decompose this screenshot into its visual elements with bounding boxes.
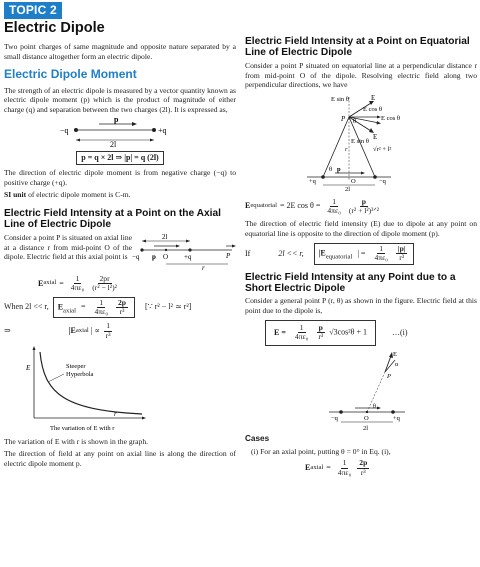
short-dipole-heading: Electric Field Intensity at any Point due to a Short Electric Dipole — [245, 271, 456, 294]
variation-paragraph: The variation of E with r is shown in the graph. — [4, 436, 149, 446]
intro-paragraph: Two point charges of same magnitude and opposite nature separated by a small distance altogether form an electric dipole. — [4, 41, 236, 61]
dipole-p-label: p — [114, 117, 119, 124]
axial-paragraph: Consider a point P is situated on axial line at a distance r from mid-point O of the dipole. Electric field at this axial point is — [4, 232, 132, 262]
fig-minusq: −q — [379, 178, 386, 185]
graph-e-label: E — [26, 363, 31, 372]
eq3-num: 1 — [106, 321, 111, 331]
axial-fig-o: O — [163, 252, 169, 261]
si-unit-line — [4, 190, 236, 200]
axial-fig-r: r — [202, 263, 205, 271]
axial-equation-2-row — [4, 297, 236, 319]
fig-p: P — [341, 115, 346, 123]
equatorial-direction-paragraph: The direction of electric field intensity (E) due to dipole at any point on equatorial line is opposite to the direction of dipole moment (p). — [245, 219, 477, 239]
eqt-den2: (r² + l²)³ᐟ² — [348, 206, 379, 216]
fig-o: O — [351, 178, 356, 185]
axial-fig-plus: +q — [184, 252, 192, 261]
eq1-num: 1 — [75, 273, 80, 283]
box-den2: r³ — [399, 253, 405, 263]
fig2-theta: θ — [373, 403, 376, 410]
graph-caption: The variation of E with r — [50, 424, 115, 432]
eqg-num2: p — [318, 322, 323, 332]
fig-theta: θ — [353, 118, 357, 125]
fig2-plusq: +q — [393, 414, 400, 422]
eqg-num: 1 — [299, 322, 304, 332]
cases-heading: Cases — [245, 434, 270, 444]
graph-r-label: r — [114, 409, 117, 418]
eq2-eq: = — [80, 302, 86, 312]
eqt-num2: p — [361, 196, 367, 206]
eqg-root: √3cos²θ + 1 — [329, 327, 367, 337]
case1-equation — [305, 459, 477, 477]
eqc-sub: axial — [310, 464, 324, 472]
case1-paragraph: (i) For an axial point, putting θ = 0° in Eq. (i), — [251, 446, 391, 456]
eq3-den: r³ — [105, 330, 111, 340]
equatorial-figure — [245, 93, 477, 191]
eqt-mid: = 2E cos θ = — [279, 201, 321, 211]
eq2-num: 1 — [99, 297, 104, 307]
equatorial-box — [314, 243, 415, 265]
fig2-2l: 2l — [363, 424, 369, 432]
topic-badge: TOPIC 2 — [4, 2, 62, 19]
if-cond: 2l << r, — [278, 248, 304, 258]
eqc-den: 4πε₀ — [337, 467, 352, 477]
dipole-figure — [4, 118, 236, 148]
eq1-sub: axial — [43, 279, 57, 287]
axial-fig-2l: 2l — [162, 232, 168, 241]
fig2-e: E — [393, 350, 397, 358]
equatorial-box-row — [245, 243, 477, 265]
general-equation-row — [265, 320, 477, 346]
eqg-den2: r³ — [318, 332, 324, 342]
box-num: 1 — [379, 243, 384, 253]
eqg-tag: …(i) — [391, 327, 408, 337]
if-text: If — [245, 248, 251, 258]
dipole-plus-label: +q — [158, 125, 167, 135]
fig-ecos2: E cos θ — [381, 115, 400, 122]
eq3-sub: axial — [75, 326, 89, 334]
left-column — [4, 0, 236, 472]
eq1-num2: 2pr — [99, 273, 110, 283]
when-text: When 2l << r, — [4, 302, 49, 312]
eqc-lhs: E — [305, 463, 311, 473]
moment-formula: p = q × 2l ⇒ |p| = q (2l) — [76, 151, 163, 165]
dipole-minus-label: −q — [60, 125, 69, 135]
eqc-den2: r³ — [360, 467, 366, 477]
box-eq: | = — [357, 248, 366, 258]
axial-intro-row — [4, 233, 236, 271]
axial-direction-paragraph: The direction of field at any point on axial line is along the direction of electric dipole moment p. — [4, 449, 236, 469]
si-unit-text: of electric dipole moment is C-m. — [28, 190, 131, 200]
short-dipole-paragraph: Consider a general point P (r, θ) as shown in the figure. Electric field at this point due to the dipole is, — [245, 296, 477, 316]
eqg-lhs: E = — [274, 327, 286, 337]
axial-fig-minus: −q — [132, 252, 140, 261]
eq1-eq: = — [59, 278, 64, 288]
box-den: 4πε₀ — [374, 253, 388, 263]
axial-figure — [132, 233, 236, 271]
fig-e-top: E — [371, 94, 376, 102]
fig-esin-mid: E sin θ — [351, 138, 369, 145]
fig2-minusq: −q — [331, 414, 338, 422]
eqc-num2: 2p — [359, 458, 368, 468]
fig-theta2: θ — [329, 166, 333, 173]
eqt-sub: equatorial — [250, 202, 277, 210]
fig-r: r — [345, 146, 348, 153]
direction-paragraph: The direction of electric dipole moment is from negative charge (−q) to positive charge (+q). — [4, 167, 236, 187]
axial-fig-P: P — [226, 251, 231, 260]
fig-pvec: p — [337, 166, 341, 173]
fig-ecos1: E cos θ — [363, 106, 382, 113]
axial-equation-2 — [53, 297, 135, 319]
eqt-den: 4πε₀ — [327, 206, 341, 216]
right-column — [245, 0, 477, 481]
moment-paragraph: The strength of an electric dipole is measured by a vector quantity known as electric dipole moment (p) which is the product of magnitude of either charge (q) and separation between the two charges (2l). It is expressed as, — [4, 85, 236, 115]
eq2-lhs: E — [57, 302, 64, 312]
box-sub: equatorial — [325, 253, 353, 261]
fig-2l: 2l — [345, 186, 351, 191]
eq3-lhs: |E — [68, 325, 76, 335]
eqt-lhs: E — [245, 201, 251, 211]
fig-plusq: +q — [309, 178, 316, 185]
eq3-rest: | ∝ — [90, 325, 100, 335]
eq2-den: 4πε₀ — [94, 306, 108, 316]
graph-hyperbola-label: Hyperbola — [66, 370, 94, 378]
graph-steeper-label: Steeper — [66, 362, 86, 370]
eq1-den: 4πε₀ — [70, 283, 85, 293]
implies-symbol: ⇒ — [4, 325, 11, 335]
eqc-num: 1 — [342, 458, 347, 468]
moment-heading: Electric Dipole Moment — [4, 67, 137, 82]
eq2-den2: r³ — [119, 306, 125, 316]
axial-fig-p: p — [152, 252, 156, 261]
fig-root: √r² + l² — [373, 146, 392, 153]
axial-equation-3-row — [4, 322, 236, 340]
dipole-sep-label: 2l — [110, 139, 117, 148]
general-equation — [265, 320, 376, 346]
eqc-eq: = — [326, 463, 331, 473]
box-num2: |p| — [397, 243, 406, 253]
short-dipole-figure — [245, 350, 477, 432]
e-vs-r-graph — [4, 344, 236, 434]
si-unit-label: SI unit — [4, 190, 27, 200]
fig2-alpha: α — [395, 361, 399, 368]
eq2-sub: axial — [63, 306, 76, 314]
axial-heading: Electric Field Intensity at a Point on the Axial Line of Electric Dipole — [4, 207, 222, 231]
eqt-num: 1 — [332, 196, 336, 206]
equatorial-heading: Electric Field Intensity at a Point on Equatorial Line of Electric Dipole — [245, 36, 470, 59]
fig2-o: O — [364, 414, 369, 422]
box-lhs: |E — [318, 248, 326, 258]
equatorial-paragraph: Consider a point P situated on equatorial line at a perpendicular distance r from mid-point O of the dipole. Resolving electric field along two perpendicular directions, we have — [245, 60, 477, 90]
eq1-den2: (r² − l²)² — [92, 283, 117, 293]
eq2-num2: 2p — [117, 297, 126, 307]
moment-formula-row — [4, 151, 236, 165]
page-title: Electric Dipole — [4, 20, 105, 37]
equatorial-equation — [245, 198, 477, 216]
axial-equation-1 — [38, 275, 236, 293]
fig2-p: P — [387, 372, 391, 380]
eq1-lhs: E — [38, 278, 44, 288]
because-text: [∵ r² − l² ≃ r²] — [145, 302, 192, 312]
fig-e-right: E — [373, 133, 378, 141]
eqg-den: 4πε₀ — [294, 332, 309, 342]
fig-esin-top: E sin θ — [331, 96, 349, 103]
